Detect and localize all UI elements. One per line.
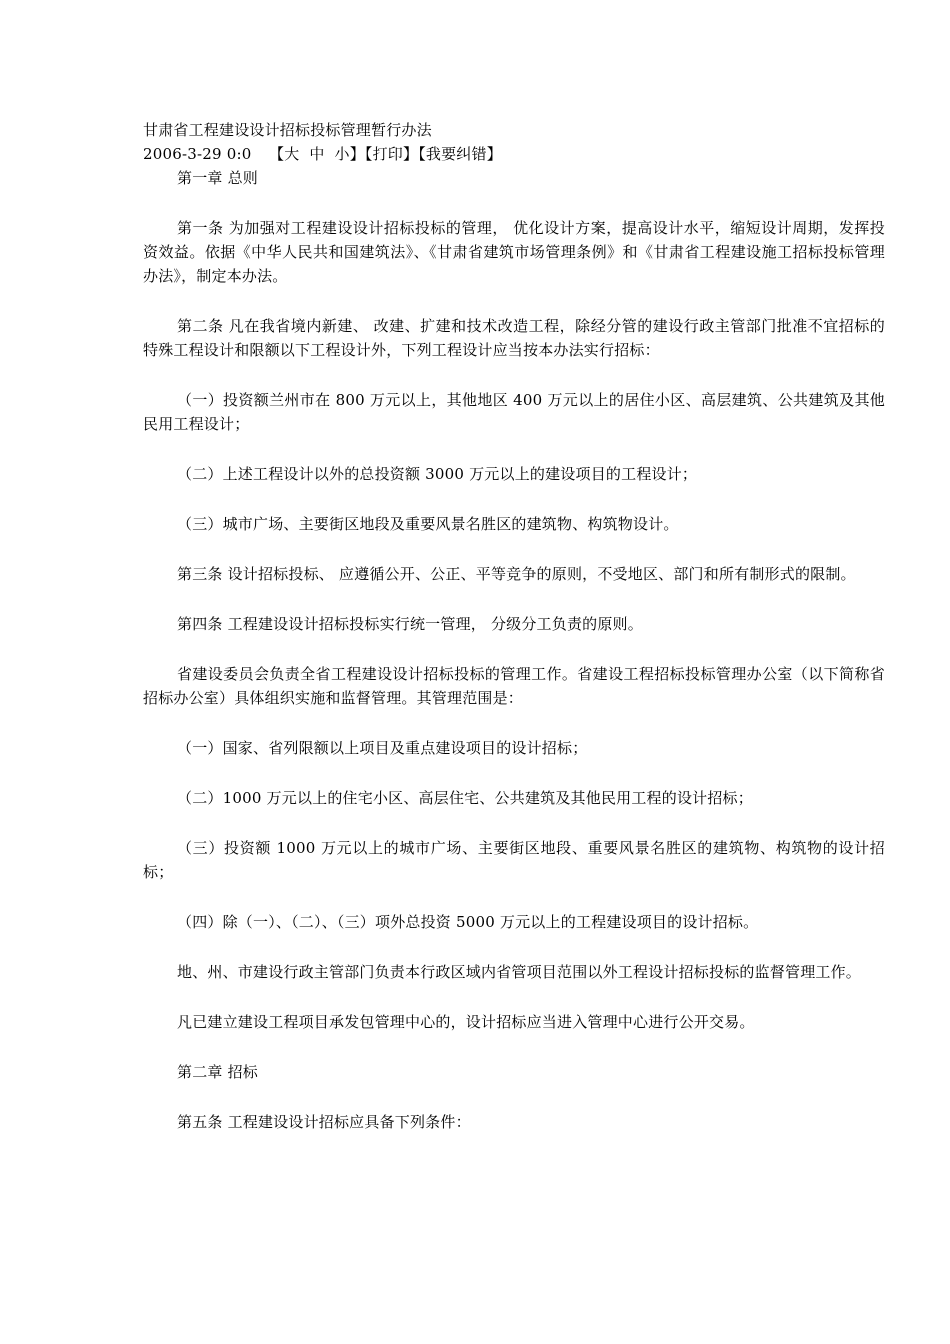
font-size-small-link[interactable]: 小 xyxy=(334,145,350,163)
publish-date: 2006-3-29 0:0 xyxy=(143,145,252,163)
document-title: 甘肃省工程建设设计招标投标管理暂行办法 xyxy=(143,121,432,139)
report-error-link[interactable]: 【我要纠错】 xyxy=(418,145,502,163)
list-item-paragraph: （一）国家、省列限额以上项目及重点建设项目的设计招标； xyxy=(177,739,588,757)
body-paragraph: 地、州、市建设行政主管部门负责本行政区域内省管项目范围以外工程设计招标投标的监督管理工作。 xyxy=(177,963,862,981)
font-size-large-link[interactable]: 大 xyxy=(284,145,300,163)
list-item-paragraph: （三）投资额 1000 万元以上的城市广场、主要街区地段、重要风景名胜区的建筑物、构筑物的设计招标； xyxy=(143,839,885,881)
list-item-paragraph: （三）城市广场、主要街区地段及重要风景名胜区的建筑物、构筑物设计。 xyxy=(177,515,679,533)
list-item-paragraph: （四）除（一）、（二）、（三）项外总投资 5000 万元以上的工程建设项目的设计招标。 xyxy=(177,913,759,931)
font-size-bracket-open: 【 xyxy=(269,145,285,163)
font-size-bracket-close: 】 xyxy=(349,145,365,163)
article-paragraph: 第二条 凡在我省境内新建、 改建、扩建和技术改造工程，除经分管的建设行政主管部门批准不宜招标的特殊工程设计和限额以下工程设计外，下列工程设计应当按本办法实行招标： xyxy=(143,317,885,359)
print-link[interactable]: 【打印】 xyxy=(364,145,419,163)
font-size-medium-link[interactable]: 中 xyxy=(309,145,325,163)
document-meta xyxy=(143,142,885,166)
article-paragraph: 第一条 为加强对工程建设设计招标投标的管理， 优化设计方案，提高设计水平，缩短设计周期，发挥投资效益。依据《中华人民共和国建筑法》、《甘肃省建筑市场管理条例》和《甘肃省工程建设施工招标投标管理办法》，制定本办法。 xyxy=(143,219,885,285)
body-paragraph: 凡已建立建设工程项目承发包管理中心的，设计招标应当进入管理中心进行公开交易。 xyxy=(177,1013,755,1031)
article-paragraph: 第五条 工程建设设计招标应具备下列条件： xyxy=(177,1113,471,1131)
document-page xyxy=(143,118,885,1134)
article-paragraph: 第四条 工程建设设计招标投标实行统一管理， 分级分工负责的原则。 xyxy=(177,615,643,633)
list-item-paragraph: （二）1000 万元以上的住宅小区、高层住宅、公共建筑及其他民用工程的设计招标； xyxy=(177,789,753,807)
article-paragraph: 第三条 设计招标投标、 应遵循公开、公正、平等竞争的原则，不受地区、部门和所有制形式的限制。 xyxy=(177,565,856,583)
list-item-paragraph: （二）上述工程设计以外的总投资额 3000 万元以上的建设项目的工程设计； xyxy=(177,465,698,483)
body-paragraph: 省建设委员会负责全省工程建设设计招标投标的管理工作。省建设工程招标投标管理办公室（以下简称省招标办公室）具体组织实施和监督管理。其管理范围是： xyxy=(143,665,885,707)
chapter-heading: 第一章 总则 xyxy=(177,169,258,187)
list-item-paragraph: （一）投资额兰州市在 800 万元以上，其他地区 400 万元以上的居住小区、高层建筑、公共建筑及其他民用工程设计； xyxy=(143,391,885,433)
chapter-heading: 第二章 招标 xyxy=(177,1063,258,1081)
